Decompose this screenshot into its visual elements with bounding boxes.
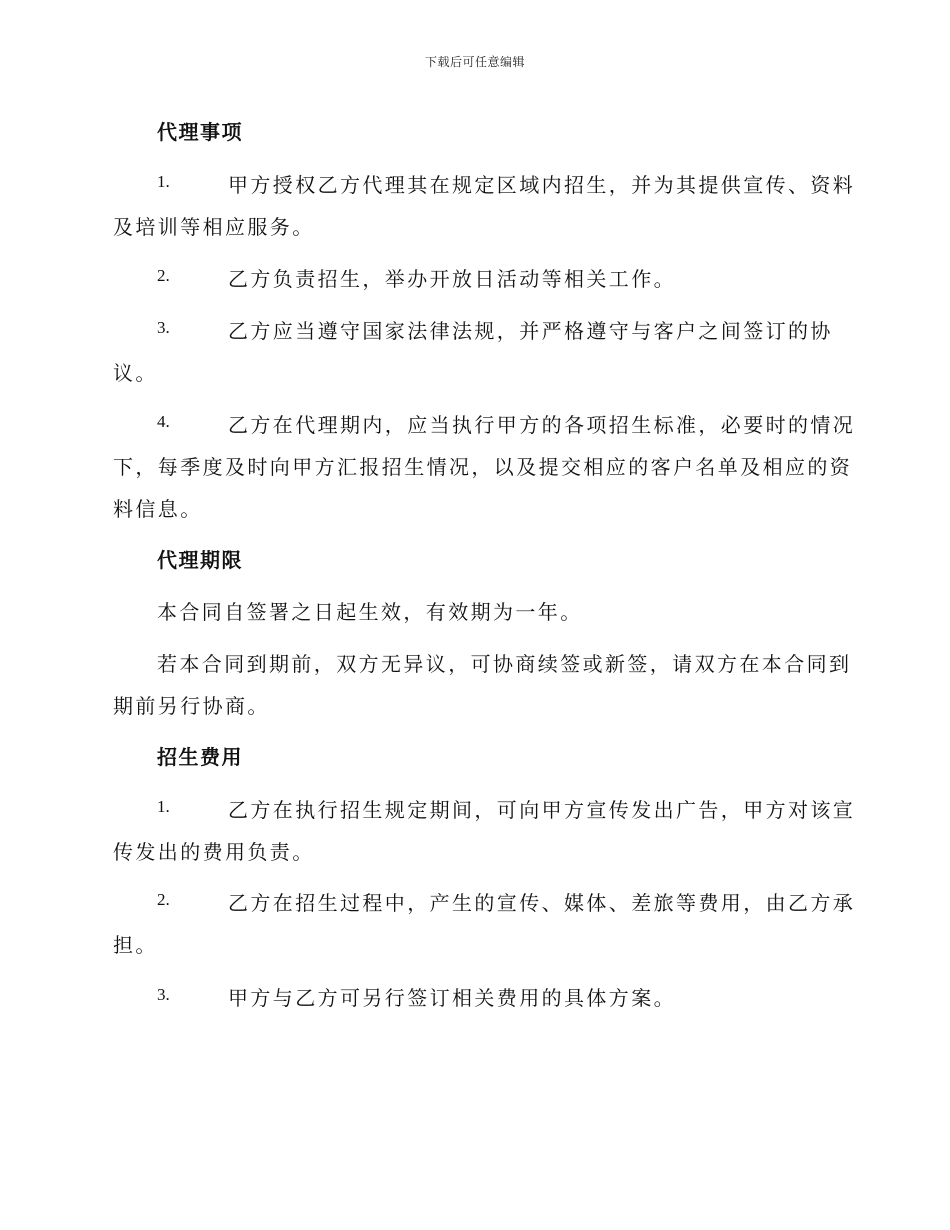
item-text-line: 乙方在招生过程中，产生的宣传、媒体、差旅等费用，由乙方承 [228,891,856,915]
item-number: 3. [157,985,170,1004]
paragraph-text-line: 若本合同到期前，双方无异议，可协商续签或新签，请双方在本合同到 [157,652,852,676]
item-text-line: 乙方在执行招生规定期间，可向甲方宣传发出广告，甲方对该宣 [228,798,856,822]
item-text-line: 乙方在代理期内，应当执行甲方的各项招生标准，必要时的情况 [228,413,856,437]
item-text-line: 甲方授权乙方代理其在规定区域内招生，并为其提供宣传、资料 [228,173,856,197]
item-number: 2. [157,890,170,909]
item-number: 1. [157,172,170,191]
item-text-line: 传发出的费用负责。 [113,840,315,864]
item-text-line: 乙方应当遵守国家法律法规，并严格遵守与客户之间签订的协 [228,319,833,343]
item-text-line: 及培训等相应服务。 [113,215,315,239]
item-text-line: 担。 [113,933,158,957]
item-text-line: 料信息。 [113,497,203,521]
paragraph-text-line: 期前另行协商。 [113,694,270,718]
section-heading-agency-term: 代理期限 [157,548,243,572]
item-number: 4. [157,412,170,431]
page-header-note: 下载后可任意编辑 [424,55,525,69]
item-text-line: 甲方与乙方可另行签订相关费用的具体方案。 [228,986,676,1010]
item-number: 3. [157,318,170,337]
item-text-line: 议。 [113,361,158,385]
section-heading-agency-matters: 代理事项 [157,120,243,144]
item-number: 2. [157,266,170,285]
item-text-line: 下，每季度及时向甲方汇报招生情况，以及提交相应的客户名单及相应的资 [113,455,853,479]
paragraph-text-line: 本合同自签署之日起生效，有效期为一年。 [157,600,583,624]
item-text-line: 乙方负责招生，举办开放日活动等相关工作。 [228,267,676,291]
section-heading-enrollment-costs: 招生费用 [157,745,243,769]
item-number: 1. [157,797,170,816]
